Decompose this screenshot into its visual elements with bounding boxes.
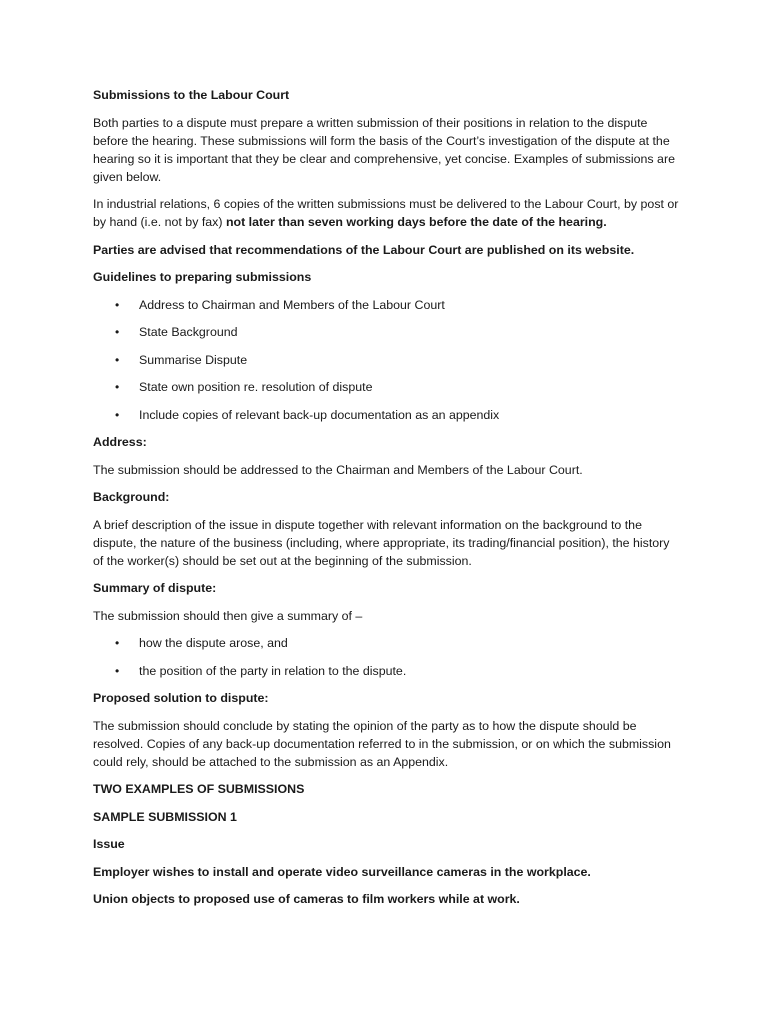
bullet-icon: • xyxy=(115,352,120,367)
list-item-text: how the dispute arose, and xyxy=(139,636,288,650)
summary-heading: Summary of dispute: xyxy=(93,581,217,595)
proposed-paragraph: The submission should conclude by stating the opinion of the party as to how the dispute should be resolved. Copies of any back-up documentation referred to in the submission, or on which the submission could rely, should be attached to the submission as an Appendix. xyxy=(93,718,671,769)
bullet-icon: • xyxy=(115,380,120,394)
guidelines-list xyxy=(93,296,683,424)
bullet-icon: • xyxy=(115,407,120,422)
document-page xyxy=(93,86,683,918)
advice-paragraph: Parties are advised that recommendations of the Labour Court are published on its website. xyxy=(93,242,635,257)
background-paragraph: A brief description of the issue in dispute together with relevant information on the background to the dispute, the nature of the business (including, where appropriate, its trading/financial position), the history of the worker(s) should be set out at the beginning of the submission. xyxy=(93,517,670,568)
summary-intro: The submission should then give a summary of – xyxy=(93,608,363,623)
list-item xyxy=(93,634,683,652)
list-item-text: State own position re. resolution of dispute xyxy=(139,380,373,394)
copies-deadline: not later than seven working days before the date of the hearing. xyxy=(225,215,607,229)
address-paragraph: The submission should be addressed to the Chairman and Members of the Labour Court. xyxy=(93,462,583,477)
list-item xyxy=(93,662,683,680)
intro-paragraph: Both parties to a dispute must prepare a written submission of their positions in relation to the dispute before the hearing. These submissions will form the basis of the Court’s investigation of the dispute at the hearing so it is important that they be clear and comprehensive, yet concise. Examples of submissions are given below. xyxy=(93,115,675,184)
bullet-icon: • xyxy=(115,663,120,678)
summary-list xyxy=(93,634,683,680)
copies-text: In industrial relations, 6 copies of the written submissions must be delivered to the Labour Court, by post or by hand (i.e. not by fax) xyxy=(93,197,679,229)
list-item xyxy=(93,351,683,369)
bullet-icon: • xyxy=(115,325,120,339)
list-item-text: Include copies of relevant back-up documentation as an appendix xyxy=(139,407,500,422)
issue-heading: Issue xyxy=(93,837,125,851)
copies-paragraph xyxy=(93,195,683,231)
list-item xyxy=(93,406,683,424)
list-item xyxy=(93,296,683,314)
proposed-heading: Proposed solution to dispute: xyxy=(93,691,269,705)
background-heading: Background: xyxy=(93,490,170,504)
list-item-text: Summarise Dispute xyxy=(139,352,248,367)
bullet-icon: • xyxy=(115,297,120,312)
guidelines-heading: Guidelines to preparing submissions xyxy=(93,270,312,284)
list-item-text: Address to Chairman and Members of the Labour Court xyxy=(139,297,445,312)
bullet-icon: • xyxy=(115,636,120,650)
list-item-text: State Background xyxy=(139,325,238,339)
issue-line-union: Union objects to proposed use of cameras to film workers while at work. xyxy=(93,892,520,906)
list-item xyxy=(93,378,683,396)
list-item xyxy=(93,323,683,341)
examples-heading: TWO EXAMPLES OF SUBMISSIONS xyxy=(93,782,305,796)
sample-heading: SAMPLE SUBMISSION 1 xyxy=(93,809,237,824)
list-item-text: the position of the party in relation to the dispute. xyxy=(139,663,407,678)
address-heading: Address: xyxy=(93,435,147,449)
document-title: Submissions to the Labour Court xyxy=(93,88,290,102)
issue-line-employer: Employer wishes to install and operate video surveillance cameras in the workplace. xyxy=(93,864,591,879)
